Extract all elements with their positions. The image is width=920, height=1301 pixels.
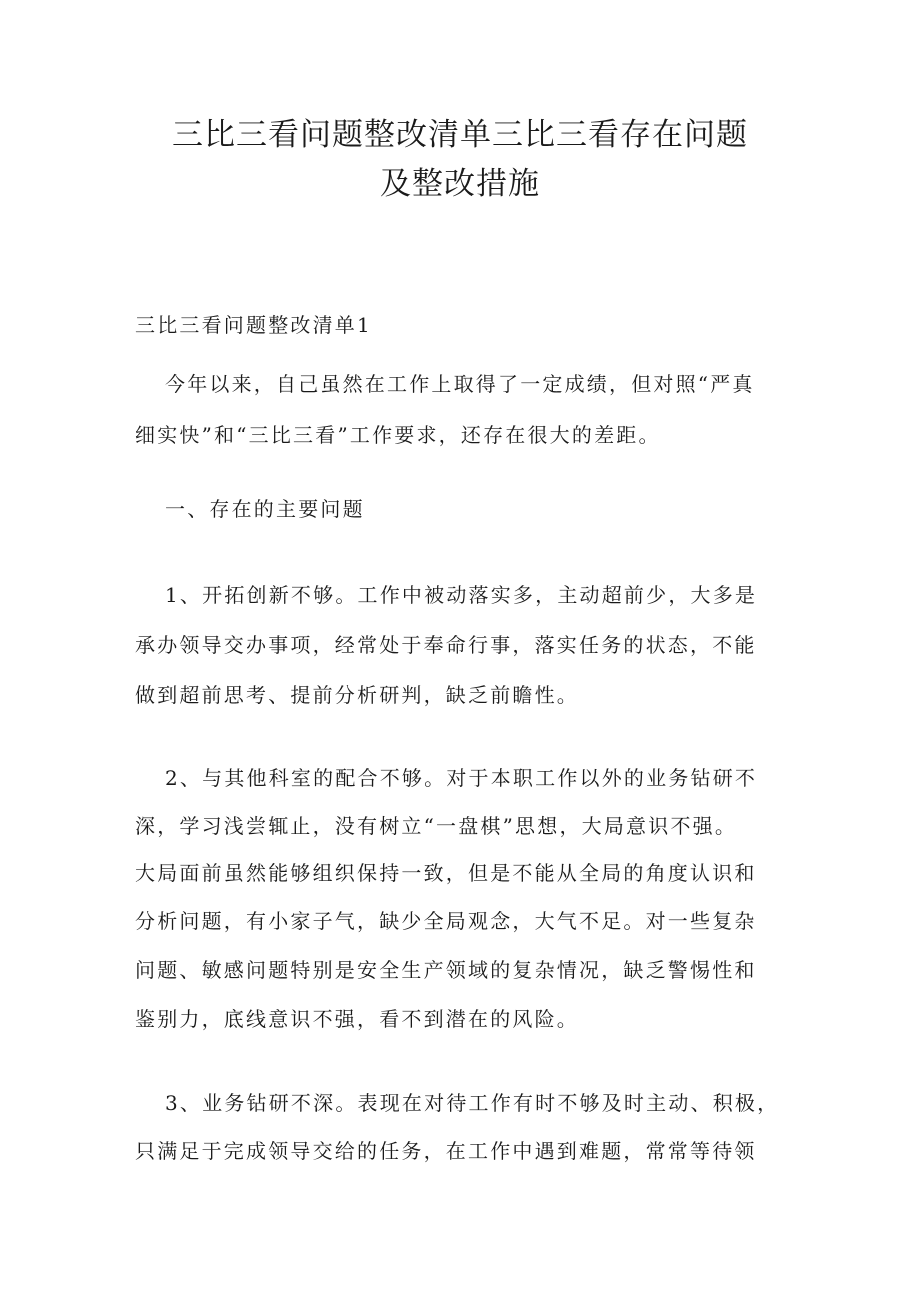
- item2-line-3: 大局面前虽然能够组织保持一致，但是不能从全局的角度认识和: [135, 861, 757, 885]
- item2-line-2: 深，学习浅尝辄止，没有树立“一盘棋”思想，大局意识不强。: [135, 814, 738, 838]
- intro-line-1: 今年以来，自己虽然在工作上取得了一定成绩，但对照“严真: [165, 372, 755, 396]
- item1-line-2: 承办领导交办事项，经常处于奉命行事，落实任务的状态，不能: [135, 633, 757, 657]
- item2-line-1: 2、与其他科室的配合不够。对于本职工作以外的业务钻研不: [165, 766, 758, 790]
- item1-line-1: 1、开拓创新不够。工作中被动落实多，主动超前少，大多是: [165, 583, 758, 607]
- item2-line-5: 问题、敏感问题特别是安全生产领域的复杂情况，缺乏警惕性和: [135, 958, 757, 982]
- item2-line-4: 分析问题，有小家子气，缺少全局观念，大气不足。对一些复杂: [135, 909, 757, 933]
- item3-line-2: 只满足于完成领导交给的任务，在工作中遇到难题，常常等待领: [135, 1139, 757, 1163]
- section-heading: 一、存在的主要问题: [165, 497, 365, 521]
- item2-line-6: 鉴别力，底线意识不强，看不到潜在的风险。: [135, 1007, 579, 1031]
- document-title-line-1: 三比三看问题整改清单三比三看存在问题: [172, 117, 748, 153]
- item1-line-3: 做到超前思考、提前分析研判，缺乏前瞻性。: [135, 683, 579, 707]
- item3-line-1: 3、业务钻研不深。表现在对待工作有时不够及时主动、积极，: [165, 1091, 780, 1115]
- document-subtitle: 三比三看问题整改清单1: [135, 313, 372, 337]
- intro-line-2: 细实快”和“三比三看”工作要求，还存在很大的差距。: [135, 423, 661, 447]
- document-title-line-2: 及整改措施: [380, 166, 540, 202]
